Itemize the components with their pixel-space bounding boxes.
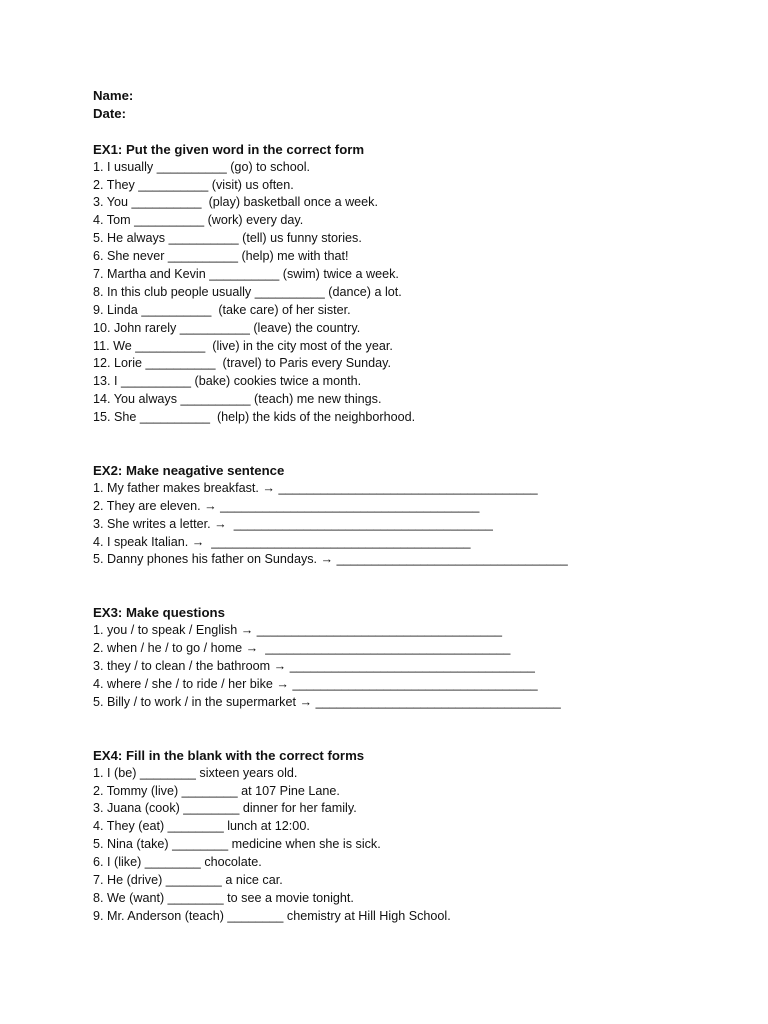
- exercise-2-item: 3. She writes a letter. → _____________________________________: [93, 516, 493, 531]
- worksheet-page: [93, 87, 733, 960]
- exercise-4-item: 8. We (want) ________ to see a movie tonight.: [93, 890, 354, 905]
- exercise-3: [93, 604, 733, 711]
- exercise-1-item: 7. Martha and Kevin __________ (swim) twice a week.: [93, 267, 399, 282]
- exercise-1-item: 12. Lorie __________ (travel) to Paris every Sunday.: [93, 356, 391, 371]
- date-label: Date:: [93, 105, 126, 121]
- exercise-1-item: 13. I __________ (bake) cookies twice a month.: [93, 374, 362, 389]
- exercise-3-title: EX3: Make questions: [93, 605, 225, 621]
- exercise-4-item: 4. They (eat) ________ lunch at 12:00.: [93, 819, 310, 834]
- exercise-1-item: 5. He always __________ (tell) us funny stories.: [93, 231, 362, 246]
- exercise-1-item: 4. Tom __________ (work) every day.: [93, 213, 304, 228]
- exercise-4-item: 9. Mr. Anderson (teach) ________ chemistry at Hill High School.: [93, 908, 451, 923]
- exercise-1-item: 8. In this club people usually __________ (dance) a lot.: [93, 284, 402, 299]
- exercise-1-item: 3. You __________ (play) basketball once a week.: [93, 195, 378, 210]
- exercise-1-item: 2. They __________ (visit) us often.: [93, 177, 294, 192]
- exercise-2: [93, 462, 733, 569]
- exercise-4-item: 6. I (like) ________ chocolate.: [93, 855, 262, 870]
- exercise-1-item: 6. She never __________ (help) me with that!: [93, 249, 349, 264]
- exercise-2-item: 5. Danny phones his father on Sundays. → _________________________________: [93, 552, 568, 567]
- exercise-4-item: 3. Juana (cook) ________ dinner for her family.: [93, 801, 357, 816]
- exercise-3-item: 2. when / he / to go / home → ___________________________________: [93, 641, 511, 656]
- exercise-4-item: 1. I (be) ________ sixteen years old.: [93, 765, 298, 780]
- exercise-3-item: 5. Billy / to work / in the supermarket → ___________________________________: [93, 694, 561, 709]
- exercise-4: [93, 747, 733, 926]
- exercise-1-item: 9. Linda __________ (take care) of her sister.: [93, 302, 351, 317]
- exercise-1-item: 1. I usually __________ (go) to school.: [93, 159, 311, 174]
- exercise-2-title: EX2: Make neagative sentence: [93, 463, 285, 479]
- exercise-2-item: 4. I speak Italian. → _____________________________________: [93, 534, 471, 549]
- exercise-4-item: 5. Nina (take) ________ medicine when she is sick.: [93, 837, 381, 852]
- exercise-1-item: 11. We __________ (live) in the city most of the year.: [93, 338, 393, 353]
- student-info-header: [93, 87, 733, 123]
- exercise-4-item: 2. Tommy (live) ________ at 107 Pine Lane.: [93, 783, 340, 798]
- exercise-4-title: EX4: Fill in the blank with the correct forms: [93, 747, 365, 763]
- exercise-1: [93, 141, 733, 427]
- exercise-2-item: 2. They are eleven. → _____________________________________: [93, 498, 480, 513]
- name-label: Name:: [93, 88, 134, 103]
- exercise-3-item: 4. where / she / to ride / her bike → ___________________________________: [93, 676, 538, 691]
- exercise-3-item: 3. they / to clean / the bathroom → ___________________________________: [93, 659, 535, 674]
- exercise-1-item: 14. You always __________ (teach) me new things.: [93, 392, 382, 407]
- exercise-2-item: 1. My father makes breakfast. → _____________________________________: [93, 480, 538, 495]
- exercise-1-item: 10. John rarely __________ (leave) the country.: [93, 320, 361, 335]
- exercise-4-item: 7. He (drive) ________ a nice car.: [93, 872, 283, 887]
- exercise-1-title: EX1: Put the given word in the correct form: [93, 141, 365, 157]
- exercise-1-item: 15. She __________ (help) the kids of the neighborhood.: [93, 410, 416, 425]
- exercise-3-item: 1. you / to speak / English → ___________________________________: [93, 623, 502, 638]
